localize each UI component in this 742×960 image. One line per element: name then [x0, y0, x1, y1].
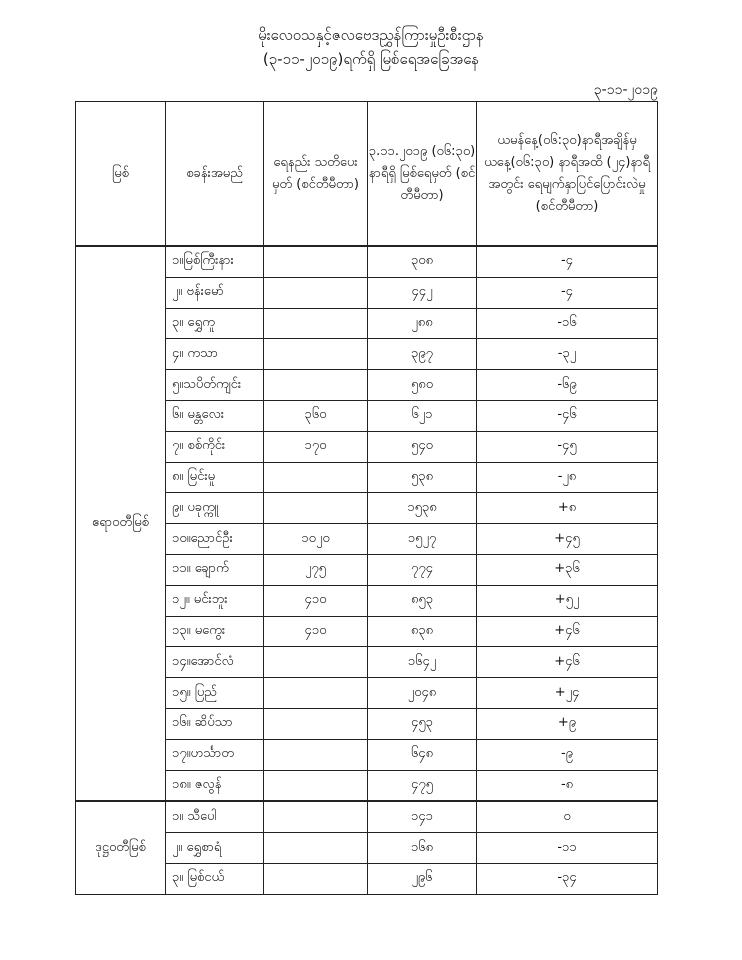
water-level-cell: ၁၅၃၈ [368, 493, 477, 524]
station-name-cell: ၁။ သီပေါ [166, 801, 264, 832]
station-name-cell: ၂။ ရွှေစာရံ [166, 833, 264, 864]
station-name-cell: ၁၅။ ပြည် [166, 678, 264, 709]
station-name-cell: ၂။ ဗန်းမော် [166, 277, 264, 308]
station-name-cell: ၆။ မန္တလေး [166, 400, 264, 431]
water-level-cell: ၂၈၈ [368, 308, 477, 339]
station-name-cell: ၈။ မြင်းမူ [166, 462, 264, 493]
warning-level-cell [264, 370, 368, 401]
level-change-cell: -၄ [477, 277, 658, 308]
water-level-cell: ၇၇၄ [368, 554, 477, 585]
warning-level-cell [264, 678, 368, 709]
water-level-cell: ၅၃၈ [368, 462, 477, 493]
level-change-cell: -၁၆ [477, 308, 658, 339]
river-name-cell: ဧရာဝတီမြစ် [76, 246, 166, 801]
table-row [76, 246, 658, 277]
water-level-cell: ၄၄၂ [368, 277, 477, 308]
station-name-cell: ၁၁။ ချောက် [166, 554, 264, 585]
warning-level-cell [264, 647, 368, 678]
warning-level-cell [264, 462, 368, 493]
column-header-station: စခန်းအမည် [166, 102, 264, 247]
warning-level-cell [264, 246, 368, 277]
warning-level-cell [264, 308, 368, 339]
level-change-cell: -၄ [477, 246, 658, 277]
station-name-cell: ၁၈။ ဇလွန် [166, 770, 264, 801]
level-change-cell: -၂၈ [477, 462, 658, 493]
level-change-cell: -၃၂ [477, 339, 658, 370]
level-change-cell: +၂၄ [477, 678, 658, 709]
water-level-cell: ၃၉၇ [368, 339, 477, 370]
warning-level-cell [264, 739, 368, 770]
river-name-cell: ဒုဋ္ဌဝတီမြစ် [76, 801, 166, 894]
station-name-cell: ၅။သပိတ်ကျင်း [166, 370, 264, 401]
level-change-cell: +၅၂ [477, 585, 658, 616]
level-change-cell: +၉ [477, 708, 658, 739]
level-change-cell: -၃၄ [477, 863, 658, 894]
station-name-cell: ၁၆။ ဆိပ်သာ [166, 708, 264, 739]
table-row [76, 801, 658, 832]
station-name-cell: ၁၃။ မကွေး [166, 616, 264, 647]
warning-level-cell: ၄၁၀ [264, 585, 368, 616]
water-level-cell: ၈၅၃ [368, 585, 477, 616]
level-change-cell: -၄၆ [477, 400, 658, 431]
station-name-cell: ၉။ ပခုက္ကူ [166, 493, 264, 524]
level-change-cell: -၄၅ [477, 431, 658, 462]
station-name-cell: ၃။ ရွှေကူ [166, 308, 264, 339]
column-header-warning-level: ရေနည်း သတိပေးမှတ် (စင်တီမီတာ) [264, 102, 368, 247]
warning-level-cell: ၂၇၅ [264, 554, 368, 585]
warning-level-cell [264, 833, 368, 864]
water-level-cell: ၄၅၃ [368, 708, 477, 739]
warning-level-cell [264, 770, 368, 801]
water-level-cell: ၂၉၆ [368, 863, 477, 894]
level-change-cell: -၁၁ [477, 833, 658, 864]
level-change-cell: -၉ [477, 739, 658, 770]
water-level-cell: ၄၇၅ [368, 770, 477, 801]
column-header-water-level: ၃.၁၁.၂၀၁၉ (၀၆:၃၀) နာရီရှိ မြစ်ရေမှတ် (စင်တီမီတာ) [368, 102, 477, 247]
warning-level-cell [264, 339, 368, 370]
water-level-cell: ၁၄၁ [368, 801, 477, 832]
warning-level-cell [264, 277, 368, 308]
warning-level-cell: ၁၇၀ [264, 431, 368, 462]
station-name-cell: ၇။ စစ်ကိုင်း [166, 431, 264, 462]
table-header-row [76, 102, 658, 247]
water-level-cell: ၂၀၄၈ [368, 678, 477, 709]
station-name-cell: ၁၀။ညောင်ဦး [166, 524, 264, 555]
warning-level-cell [264, 708, 368, 739]
water-level-cell: ၃၀၈ [368, 246, 477, 277]
level-change-cell: ၀ [477, 801, 658, 832]
column-header-24h-change: ယမန်နေ့(၀၆:၃၀)နာရီအချိန်မှ ယနေ့(၀၆:၃၀) နာရီအထိ (၂၄)နာရီအတွင်း ရေမျက်နှာပြင်ပြောင်းလဲမှု (စင်တီမီတာ) [477, 102, 658, 247]
station-name-cell: ၁၇။ဟင်္သာတ [166, 739, 264, 770]
water-level-cell: ၆၄၈ [368, 739, 477, 770]
water-level-cell: ၁၆၈ [368, 833, 477, 864]
level-change-cell: +၄၆ [477, 647, 658, 678]
station-name-cell: ၃။ မြစ်ငယ် [166, 863, 264, 894]
warning-level-cell: ၄၁၀ [264, 616, 368, 647]
water-level-cell: ၅၈၀ [368, 370, 477, 401]
level-change-cell: -၈ [477, 770, 658, 801]
table-body [76, 246, 658, 894]
water-level-cell: ၁၆၄၂ [368, 647, 477, 678]
river-level-table [75, 101, 658, 895]
level-change-cell: +၄၆ [477, 616, 658, 647]
station-name-cell: ၁၄။အောင်လံ [166, 647, 264, 678]
station-name-cell: ၁။မြစ်ကြီးနား [166, 246, 264, 277]
level-change-cell: +၄၅ [477, 524, 658, 555]
level-change-cell: +၃၆ [477, 554, 658, 585]
warning-level-cell [264, 863, 368, 894]
water-level-cell: ၈၃၈ [368, 616, 477, 647]
water-level-cell: ၁၅၂၇ [368, 524, 477, 555]
column-header-river: မြစ် [76, 102, 166, 247]
page-subtitle: (၃-၁၁-၂၀၁၉)ရက်ရှိ မြစ်ရေအခြေအနေ [262, 50, 480, 68]
warning-level-cell: ၁၀၂၀ [264, 524, 368, 555]
water-level-cell: ၆၂၁ [368, 400, 477, 431]
level-change-cell: -၆၉ [477, 370, 658, 401]
report-date: ၃-၁၁-၂၀၁၉ [593, 82, 658, 98]
warning-level-cell [264, 493, 368, 524]
warning-level-cell: ၃၆၀ [264, 400, 368, 431]
station-name-cell: ၄။ ကသာ [166, 339, 264, 370]
water-level-cell: ၅၄၀ [368, 431, 477, 462]
warning-level-cell [264, 801, 368, 832]
level-change-cell: +၈ [477, 493, 658, 524]
page-title: မိုးလေဝသနှင့်ဇလဗေဒညွှန်ကြားမှုဦးစီးဌာန [258, 26, 484, 44]
station-name-cell: ၁၂။ မင်းဘူး [166, 585, 264, 616]
